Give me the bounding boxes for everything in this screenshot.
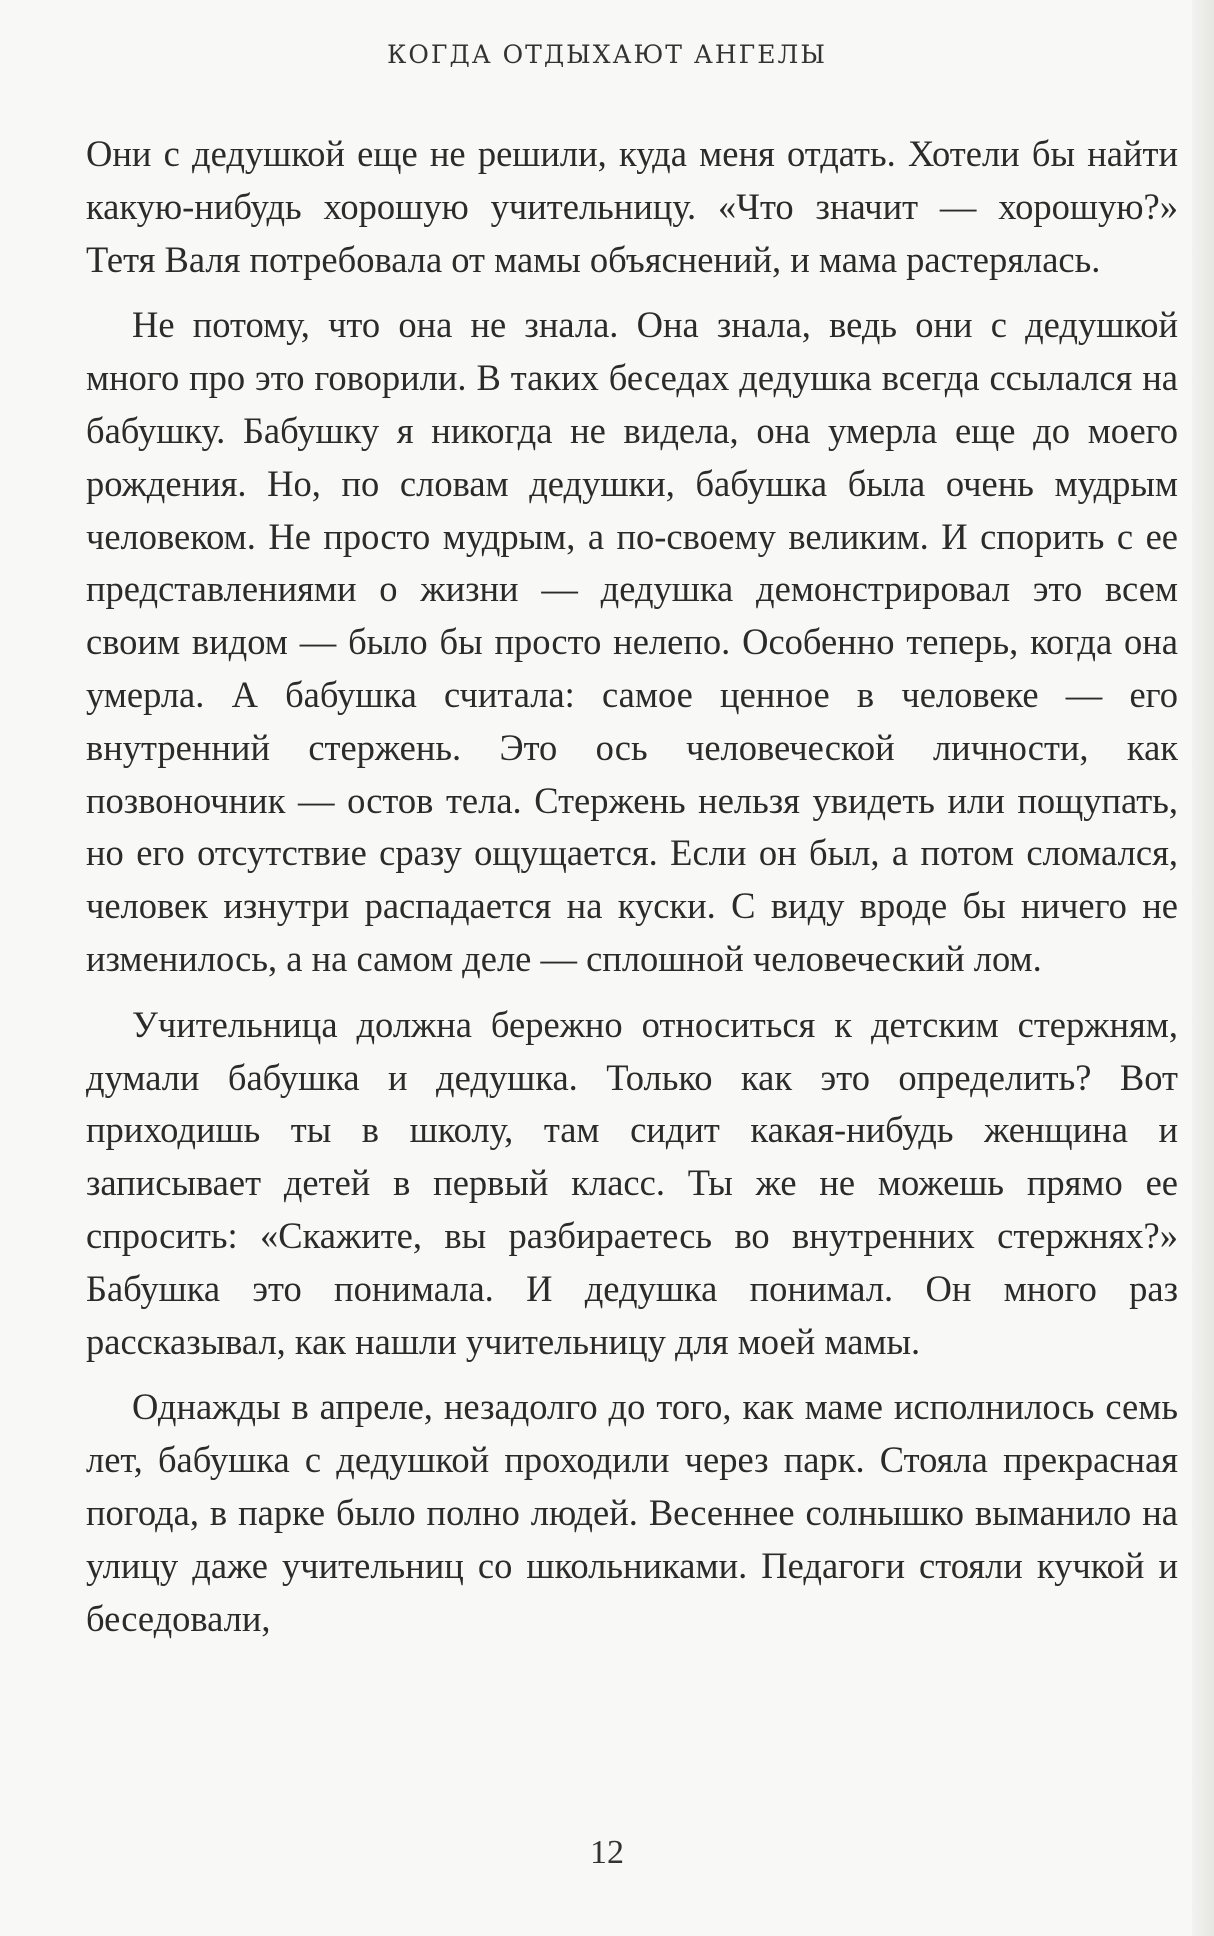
paragraph-4: Однажды в апреле, незадолго до того, как маме исполнилось семь лет, бабушка с дедушкой проходили через парк. Стояла прекрасная погода, в парке было полно людей. Весеннее солнышко выманило на улицу даже учительниц со школьниками. Педагоги стояли кучкой и беседовали, [86, 1386, 1178, 1639]
body-text [86, 128, 1178, 1658]
paragraph-3: Учительница должна бережно относиться к детским стержням, думали бабушка и дедушка. Только как это определить? Вот приходишь ты в школу, там сидит какая-нибудь женщина и записывает детей в первый класс. Ты же не можешь прямо ее спросить: «Скажите, вы разбираетесь во внутренних стержнях?» Бабушка это понимала. И дедушка понимал. Он много раз рассказывал, как нашли учительницу для моей мамы. [86, 1003, 1178, 1362]
page-number: 12 [590, 1834, 624, 1871]
page-edge-shadow [1192, 0, 1214, 1936]
paragraph-1: Они с дедушкой еще не решили, куда меня отдать. Хотели бы найти какую-нибудь хорошую учительницу. «Что значит — хорошую?» Тетя Валя потребовала от мамы объяснений, и мама растерялась. [86, 133, 1178, 280]
running-head: КОГДА ОТДЫХАЮТ АНГЕЛЫ [387, 40, 827, 69]
paragraph-2: Не потому, что она не знала. Она знала, ведь они с дедушкой много про это говорили. В таких беседах дедушка всегда ссылался на бабушку. Бабушку я никогда не видела, она умерла еще до моего рождения. Но, по словам дедушки, бабушка была очень мудрым человеком. Не просто мудрым, а по-своему великим. И спорить с ее представлениями о жизни — дедушка демонстрировал это всем своим видом — было бы просто нелепо. Особенно теперь, когда она умерла. А бабушка считала: самое ценное в человеке — его внутренний стержень. Это ось человеческой личности, как позвоночник — остов тела. Стержень нельзя увидеть или пощупать, но его отсутствие сразу ощущается. Если он был, а потом сломался, человек изнутри распадается на куски. С виду вроде бы ничего не изменилось, а на самом деле — сплошной человеческий лом. [86, 304, 1178, 979]
